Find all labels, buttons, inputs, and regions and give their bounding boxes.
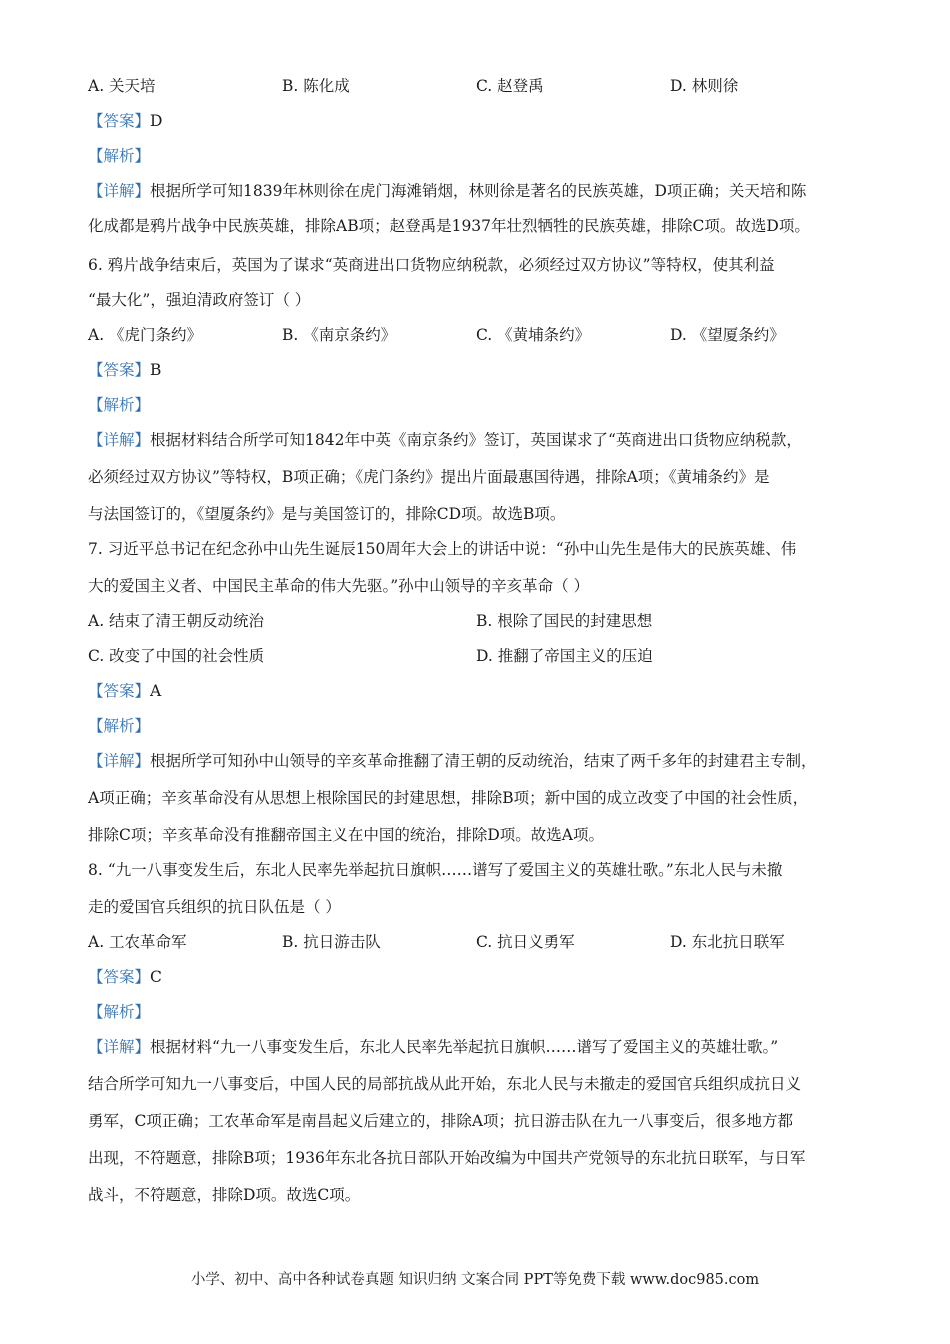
q6-option-b: B. 《南京条约》 — [282, 326, 397, 344]
q6-option-d: D. 《望厦条约》 — [670, 326, 785, 344]
q7-stem: 大的爱国主义者、中国民主革命的伟大先驱。”孙中山领导的辛亥革命（ ） — [88, 577, 590, 595]
answer-value: B — [150, 361, 162, 379]
q6-stem: “最大化”，强迫清政府签订（ ） — [88, 291, 311, 309]
q7-option-c: C. 改变了中国的社会性质 — [88, 647, 265, 665]
q8-detail-line: 战斗，不符题意，排除D项。故选C项。 — [88, 1186, 361, 1204]
q5-option-b: B. 陈化成 — [282, 77, 350, 95]
detail-tag: 【详解】 — [88, 431, 151, 449]
detail-tag: 【详解】 — [88, 1038, 151, 1056]
q8-answer — [88, 965, 888, 989]
q7-detail-line: A项正确；辛亥革命没有从思想上根除国民的封建思想，排除B项；新中国的成立改变了中国的社会性质， — [88, 789, 809, 807]
q5-option-a: A. 关天培 — [88, 77, 156, 95]
q8-detail-line: 【详解】根据材料“九一八事变发生后，东北人民率先举起抗日旗帜……谱写了爱国主义的英雄壮歌。” — [88, 1038, 779, 1056]
answer-value: C — [150, 968, 162, 986]
answer-value: A — [150, 682, 162, 700]
q5-answer — [88, 109, 888, 133]
answer-value: D — [150, 112, 163, 130]
q7-analysis-tag: 【解析】 — [88, 717, 151, 735]
q7-option-b: B. 根除了国民的封建思想 — [476, 612, 653, 630]
answer-tag: 【答案】 — [88, 682, 151, 700]
detail-tag: 【详解】 — [88, 182, 151, 200]
q7-option-d: D. 推翻了帝国主义的压迫 — [476, 647, 653, 665]
answer-tag: 【答案】 — [88, 361, 151, 379]
q5-detail-line: 化成都是鸦片战争中民族英雄，排除AB项；赵登禹是1937年壮烈牺牲的民族英雄，排除C项。故选D项。 — [88, 217, 810, 235]
q8-stem: 8. “九一八事变发生后，东北人民率先举起抗日旗帜……谱写了爱国主义的英雄壮歌。”东北人民与未撤 — [88, 861, 783, 879]
q5-detail-line: 【详解】根据所学可知1839年林则徐在虎门海滩销烟，林则徐是著名的民族英雄，D项正确；关天培和陈 — [88, 182, 807, 200]
q8-analysis-tag: 【解析】 — [88, 1003, 151, 1021]
detail-tag: 【详解】 — [88, 752, 151, 770]
q8-detail-line: 勇军，C项正确；工农革命军是南昌起义后建立的，排除A项；抗日游击队在九一八事变后，很多地方都 — [88, 1112, 794, 1130]
answer-tag: 【答案】 — [88, 112, 151, 130]
q5-option-d: D. 林则徐 — [670, 77, 739, 95]
q8-option-a: A. 工农革命军 — [88, 933, 187, 951]
q6-analysis-tag: 【解析】 — [88, 396, 151, 414]
q6-detail-line: 【详解】根据材料结合所学可知1842年中英《南京条约》签订，英国谋求了“英商进出口货物应纳税款， — [88, 431, 802, 449]
answer-tag: 【答案】 — [88, 968, 151, 986]
q7-detail-line: 【详解】根据所学可知孙中山领导的辛亥革命推翻了清王朝的反动统治，结束了两千多年的封建君主专制， — [88, 752, 817, 770]
q8-detail-line: 结合所学可知九一八事变后，中国人民的局部抗战从此开始，东北人民与未撤走的爱国官兵组织成抗日义 — [88, 1075, 802, 1093]
q8-detail-line: 出现，不符题意，排除B项；1936年东北各抗日部队开始改编为中国共产党领导的东北抗日联军，与日军 — [88, 1149, 806, 1167]
q8-option-c: C. 抗日义勇军 — [476, 933, 575, 951]
q6-answer — [88, 358, 888, 382]
q7-detail-line: 排除C项；辛亥革命没有推翻帝国主义在中国的统治，排除D项。故选A项。 — [88, 826, 604, 844]
q8-option-b: B. 抗日游击队 — [282, 933, 381, 951]
q7-stem: 7. 习近平总书记在纪念孙中山先生诞辰150周年大会上的讲话中说：“孙中山先生是伟大的民族英雄、伟 — [88, 540, 797, 558]
q7-option-a: A. 结束了清王朝反动统治 — [88, 612, 265, 630]
q6-option-c: C. 《黄埔条约》 — [476, 326, 591, 344]
q7-answer — [88, 679, 888, 703]
q6-detail-line: 与法国签订的，《望厦条约》是与美国签订的，排除CD项。故选B项。 — [88, 505, 566, 523]
q5-option-c: C. 赵登禹 — [476, 77, 544, 95]
q6-detail-line: 必须经过双方协议”等特权，B项正确；《虎门条约》提出片面最惠国待遇，排除A项；《黄埔条约》是 — [88, 468, 770, 486]
q5-analysis-tag: 【解析】 — [88, 147, 151, 165]
q6-option-a: A. 《虎门条约》 — [88, 326, 203, 344]
page-footer: 小学、初中、高中各种试卷真题 知识归纳 文案合同 PPT等免费下载 www.doc985.com — [190, 1272, 760, 1288]
q8-stem: 走的爱国官兵组织的抗日队伍是（ ） — [88, 898, 341, 916]
q8-option-d: D. 东北抗日联军 — [670, 933, 785, 951]
q6-stem: 6. 鸦片战争结束后，英国为了谋求“英商进出口货物应纳税款，必须经过双方协议”等特权，使其利益 — [88, 256, 775, 274]
